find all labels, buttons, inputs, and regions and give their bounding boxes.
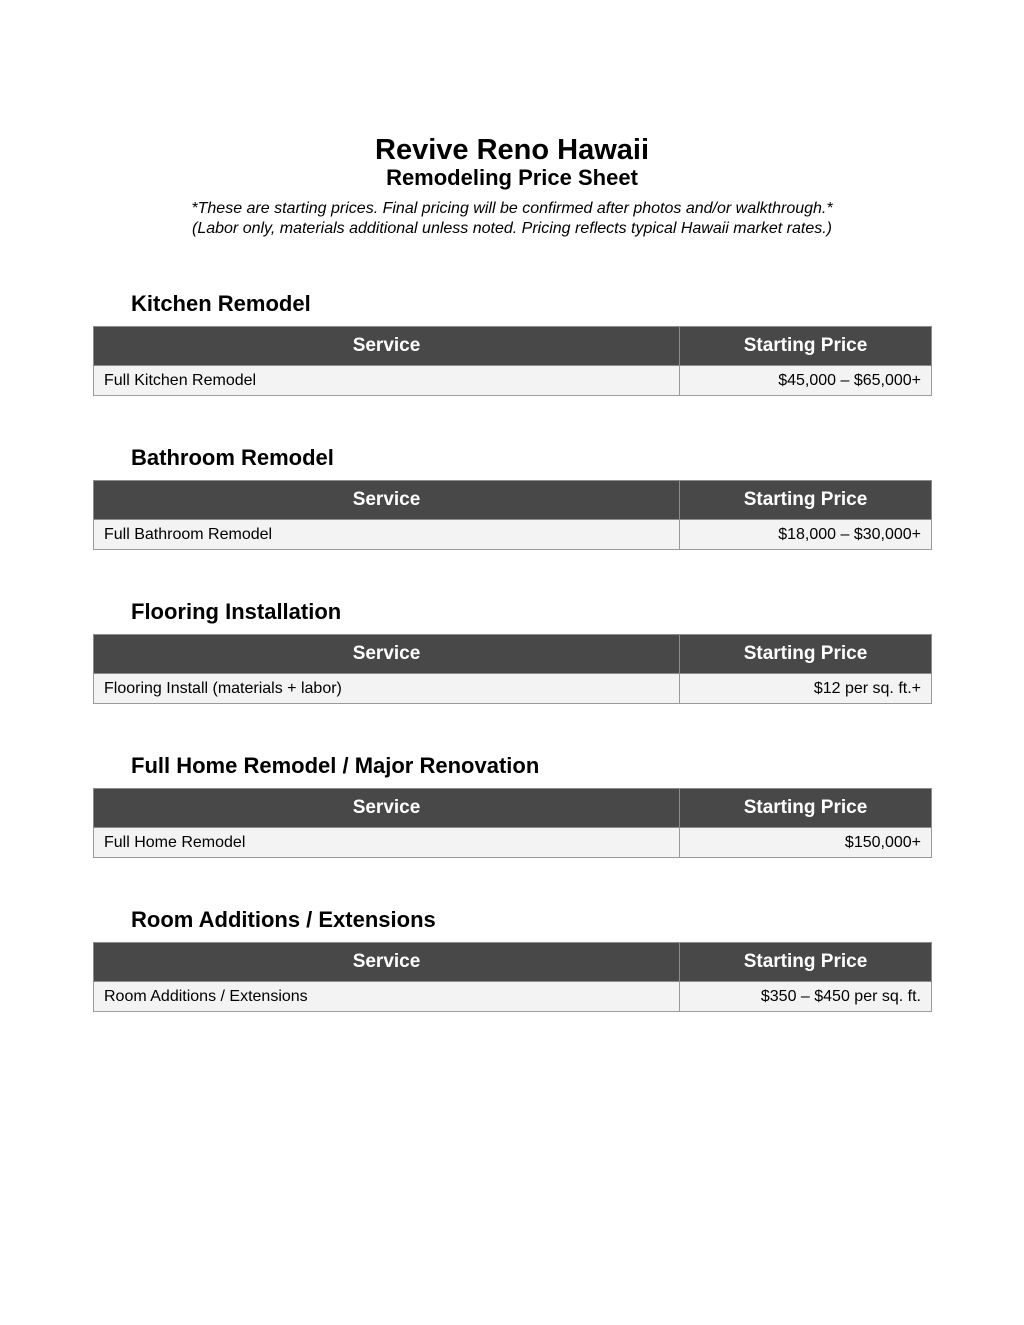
starting-prices-note: *These are starting prices. Final pricing will be confirmed after photos and/or walkthrough.* [191, 200, 833, 217]
section-full-home-remodel [93, 752, 931, 858]
price-sheet-subtitle: Remodeling Price Sheet [386, 165, 638, 190]
section-heading: Room Additions / Extensions [131, 907, 436, 932]
table-header-row [94, 789, 932, 828]
service-column-header: Service [94, 943, 680, 982]
section-kitchen-remodel [93, 290, 931, 396]
service-column-header: Service [94, 789, 680, 828]
price-table [93, 634, 932, 704]
section-room-additions [93, 906, 931, 1012]
table-header-row [94, 481, 932, 520]
section-flooring-installation [93, 598, 931, 704]
section-heading: Full Home Remodel / Major Renovation [131, 753, 540, 778]
service-cell: Room Additions / Extensions [94, 982, 680, 1012]
price-column-header: Starting Price [680, 327, 932, 366]
table-header-row [94, 943, 932, 982]
table-row [94, 674, 932, 704]
price-cell: $150,000+ [680, 828, 932, 858]
price-table [93, 942, 932, 1012]
company-title: Revive Reno Hawaii [375, 134, 649, 166]
price-table [93, 326, 932, 396]
table-row [94, 982, 932, 1012]
service-column-header: Service [94, 635, 680, 674]
labor-note: (Labor only, materials additional unless noted. Pricing reflects typical Hawaii market rates.) [192, 220, 832, 237]
table-row [94, 520, 932, 550]
service-cell: Full Kitchen Remodel [94, 366, 680, 396]
section-heading: Bathroom Remodel [131, 445, 334, 470]
price-column-header: Starting Price [680, 943, 932, 982]
service-cell: Full Home Remodel [94, 828, 680, 858]
price-cell: $12 per sq. ft.+ [680, 674, 932, 704]
price-table [93, 480, 932, 550]
price-cell: $18,000 – $30,000+ [680, 520, 932, 550]
price-cell: $45,000 – $65,000+ [680, 366, 932, 396]
table-header-row [94, 635, 932, 674]
service-column-header: Service [94, 327, 680, 366]
section-heading: Flooring Installation [131, 599, 342, 624]
price-column-header: Starting Price [680, 789, 932, 828]
price-table [93, 788, 932, 858]
document-header [0, 133, 1024, 239]
price-column-header: Starting Price [680, 635, 932, 674]
price-column-header: Starting Price [680, 481, 932, 520]
section-heading: Kitchen Remodel [131, 291, 311, 316]
table-row [94, 828, 932, 858]
table-row [94, 366, 932, 396]
service-column-header: Service [94, 481, 680, 520]
section-bathroom-remodel [93, 444, 931, 550]
service-cell: Flooring Install (materials + labor) [94, 674, 680, 704]
price-cell: $350 – $450 per sq. ft. [680, 982, 932, 1012]
service-cell: Full Bathroom Remodel [94, 520, 680, 550]
table-header-row [94, 327, 932, 366]
